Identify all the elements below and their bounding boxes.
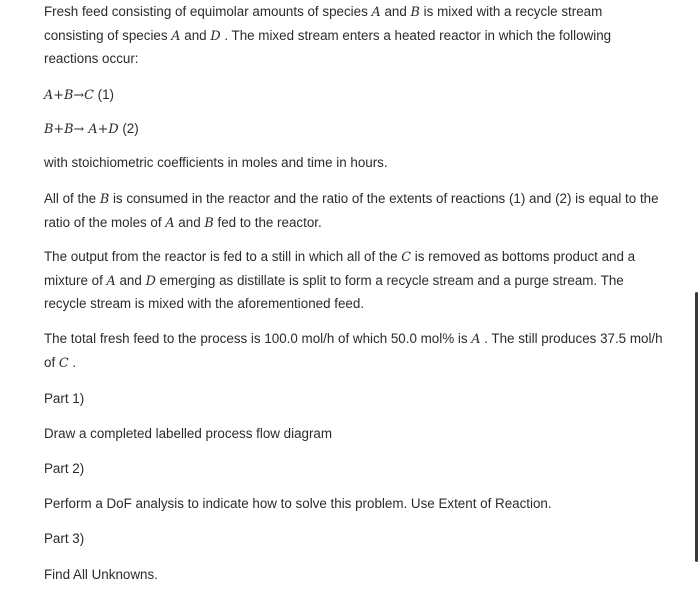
part-3-heading: Part 3) — [44, 531, 85, 546]
part-3-task: Find All Unknowns. — [44, 567, 158, 582]
part-2-heading: Part 2) — [44, 461, 85, 476]
part-1-heading: Part 1) — [44, 391, 85, 406]
scrollbar[interactable] — [695, 292, 698, 562]
consumption-paragraph: All of the B is consumed in the reactor and the ratio of the extents of reactions (1) and (2) is equal to the ratio of the moles of A and B fed to the reactor. — [44, 191, 659, 231]
still-paragraph: The output from the reactor is fed to a still in which all of the C is removed as bottoms product and a mixture of A and D emerging as distillate is split to form a recycle stream and a purge stream. The recycle stream is mixed with the aforementioned feed. — [44, 249, 636, 311]
stoichiometry-note: with stoichiometric coefficients in moles and time in hours. — [44, 155, 388, 170]
reaction-2: B+B→ A+D (2) — [44, 121, 139, 137]
intro-paragraph: Fresh feed consisting of equimolar amounts of species A and B is mixed with a recycle stream consisting of species A and D . The mixed stream enters a heated reactor in which the following reactions occur: — [44, 4, 612, 66]
reaction-1: A+B→C (1) — [44, 87, 115, 103]
feed-paragraph: The total fresh feed to the process is 100.0 mol/h of which 50.0 mol% is A . The still produces 37.5 mol/h of C . — [44, 331, 663, 371]
part-2-task: Perform a DoF analysis to indicate how to solve this problem. Use Extent of Reaction. — [44, 496, 552, 511]
part-1-task: Draw a completed labelled process flow diagram — [44, 426, 333, 441]
